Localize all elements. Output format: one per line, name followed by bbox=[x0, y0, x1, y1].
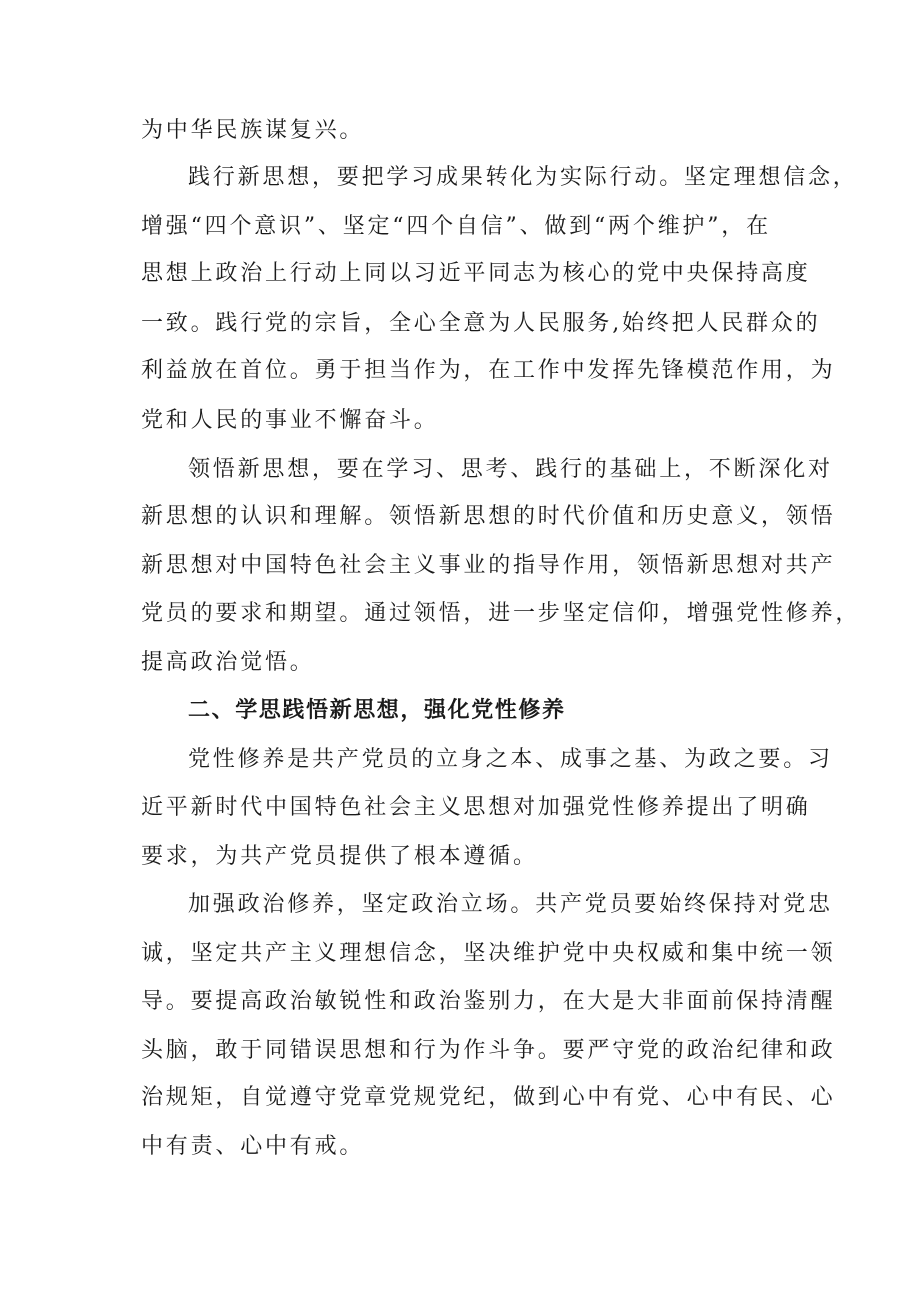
text-line: 增强“四个意识”、坚定“四个自信”、做到“两个维护”，在 bbox=[141, 214, 771, 239]
text-line: 一致。践行党的宗旨，全心全意为人民服务,始终把人民群众的 bbox=[141, 311, 821, 336]
text-line: 要求，为共产党员提供了根本遵循。 bbox=[141, 844, 538, 869]
text-line: 领悟新思想，要在学习、思考、践行的基础上，不断深化对 bbox=[188, 457, 833, 482]
text-line: 新思想对中国特色社会主义事业的指导作用，领悟新思想对共产 bbox=[141, 553, 836, 578]
text-line: 党和人民的事业不懈奋斗。 bbox=[141, 408, 439, 433]
text-line: 中有责、心中有戒。 bbox=[141, 1134, 365, 1159]
text-line: 思想上政治上行动上同以习近平同志为核心的党中央保持高度 bbox=[141, 261, 811, 286]
text-line: 党员的要求和期望。通过领悟，进一步坚定信仰，增强党性修养， bbox=[141, 601, 861, 626]
text-line: 提高政治觉悟。 bbox=[141, 650, 315, 675]
text-line: 治规矩，自觉遵守党章党规党纪，做到心中有党、心中有民、心 bbox=[141, 1085, 836, 1110]
text-line: 加强政治修养，坚定政治立场。共产党员要始终保持对党忠 bbox=[188, 892, 833, 917]
text-line: 践行新思想，要把学习成果转化为实际行动。坚定理想信念， bbox=[188, 165, 858, 190]
text-line: 近平新时代中国特色社会主义思想对加强党性修养提出了明确 bbox=[141, 795, 811, 820]
text-line: 诚，坚定共产主义理想信念，坚决维护党中央权威和集中统一领 bbox=[141, 941, 836, 966]
text-line: 新思想的认识和理解。领悟新思想的时代价值和历史意义，领悟 bbox=[141, 504, 836, 529]
section-heading: 二、学思践悟新思想，强化党性修养 bbox=[188, 698, 566, 723]
text-line: 为中华民族谋复兴。 bbox=[141, 118, 365, 143]
text-line: 利益放在首位。勇于担当作为，在工作中发挥先锋模范作用，为 bbox=[141, 358, 836, 383]
text-line: 导。要提高政治敏锐性和政治鉴别力，在大是大非面前保持清醒 bbox=[141, 989, 836, 1014]
text-line: 党性修养是共产党员的立身之本、成事之基、为政之要。习 bbox=[188, 747, 833, 772]
text-line: 头脑，敢于同错误思想和行为作斗争。要严守党的政治纪律和政 bbox=[141, 1038, 836, 1063]
